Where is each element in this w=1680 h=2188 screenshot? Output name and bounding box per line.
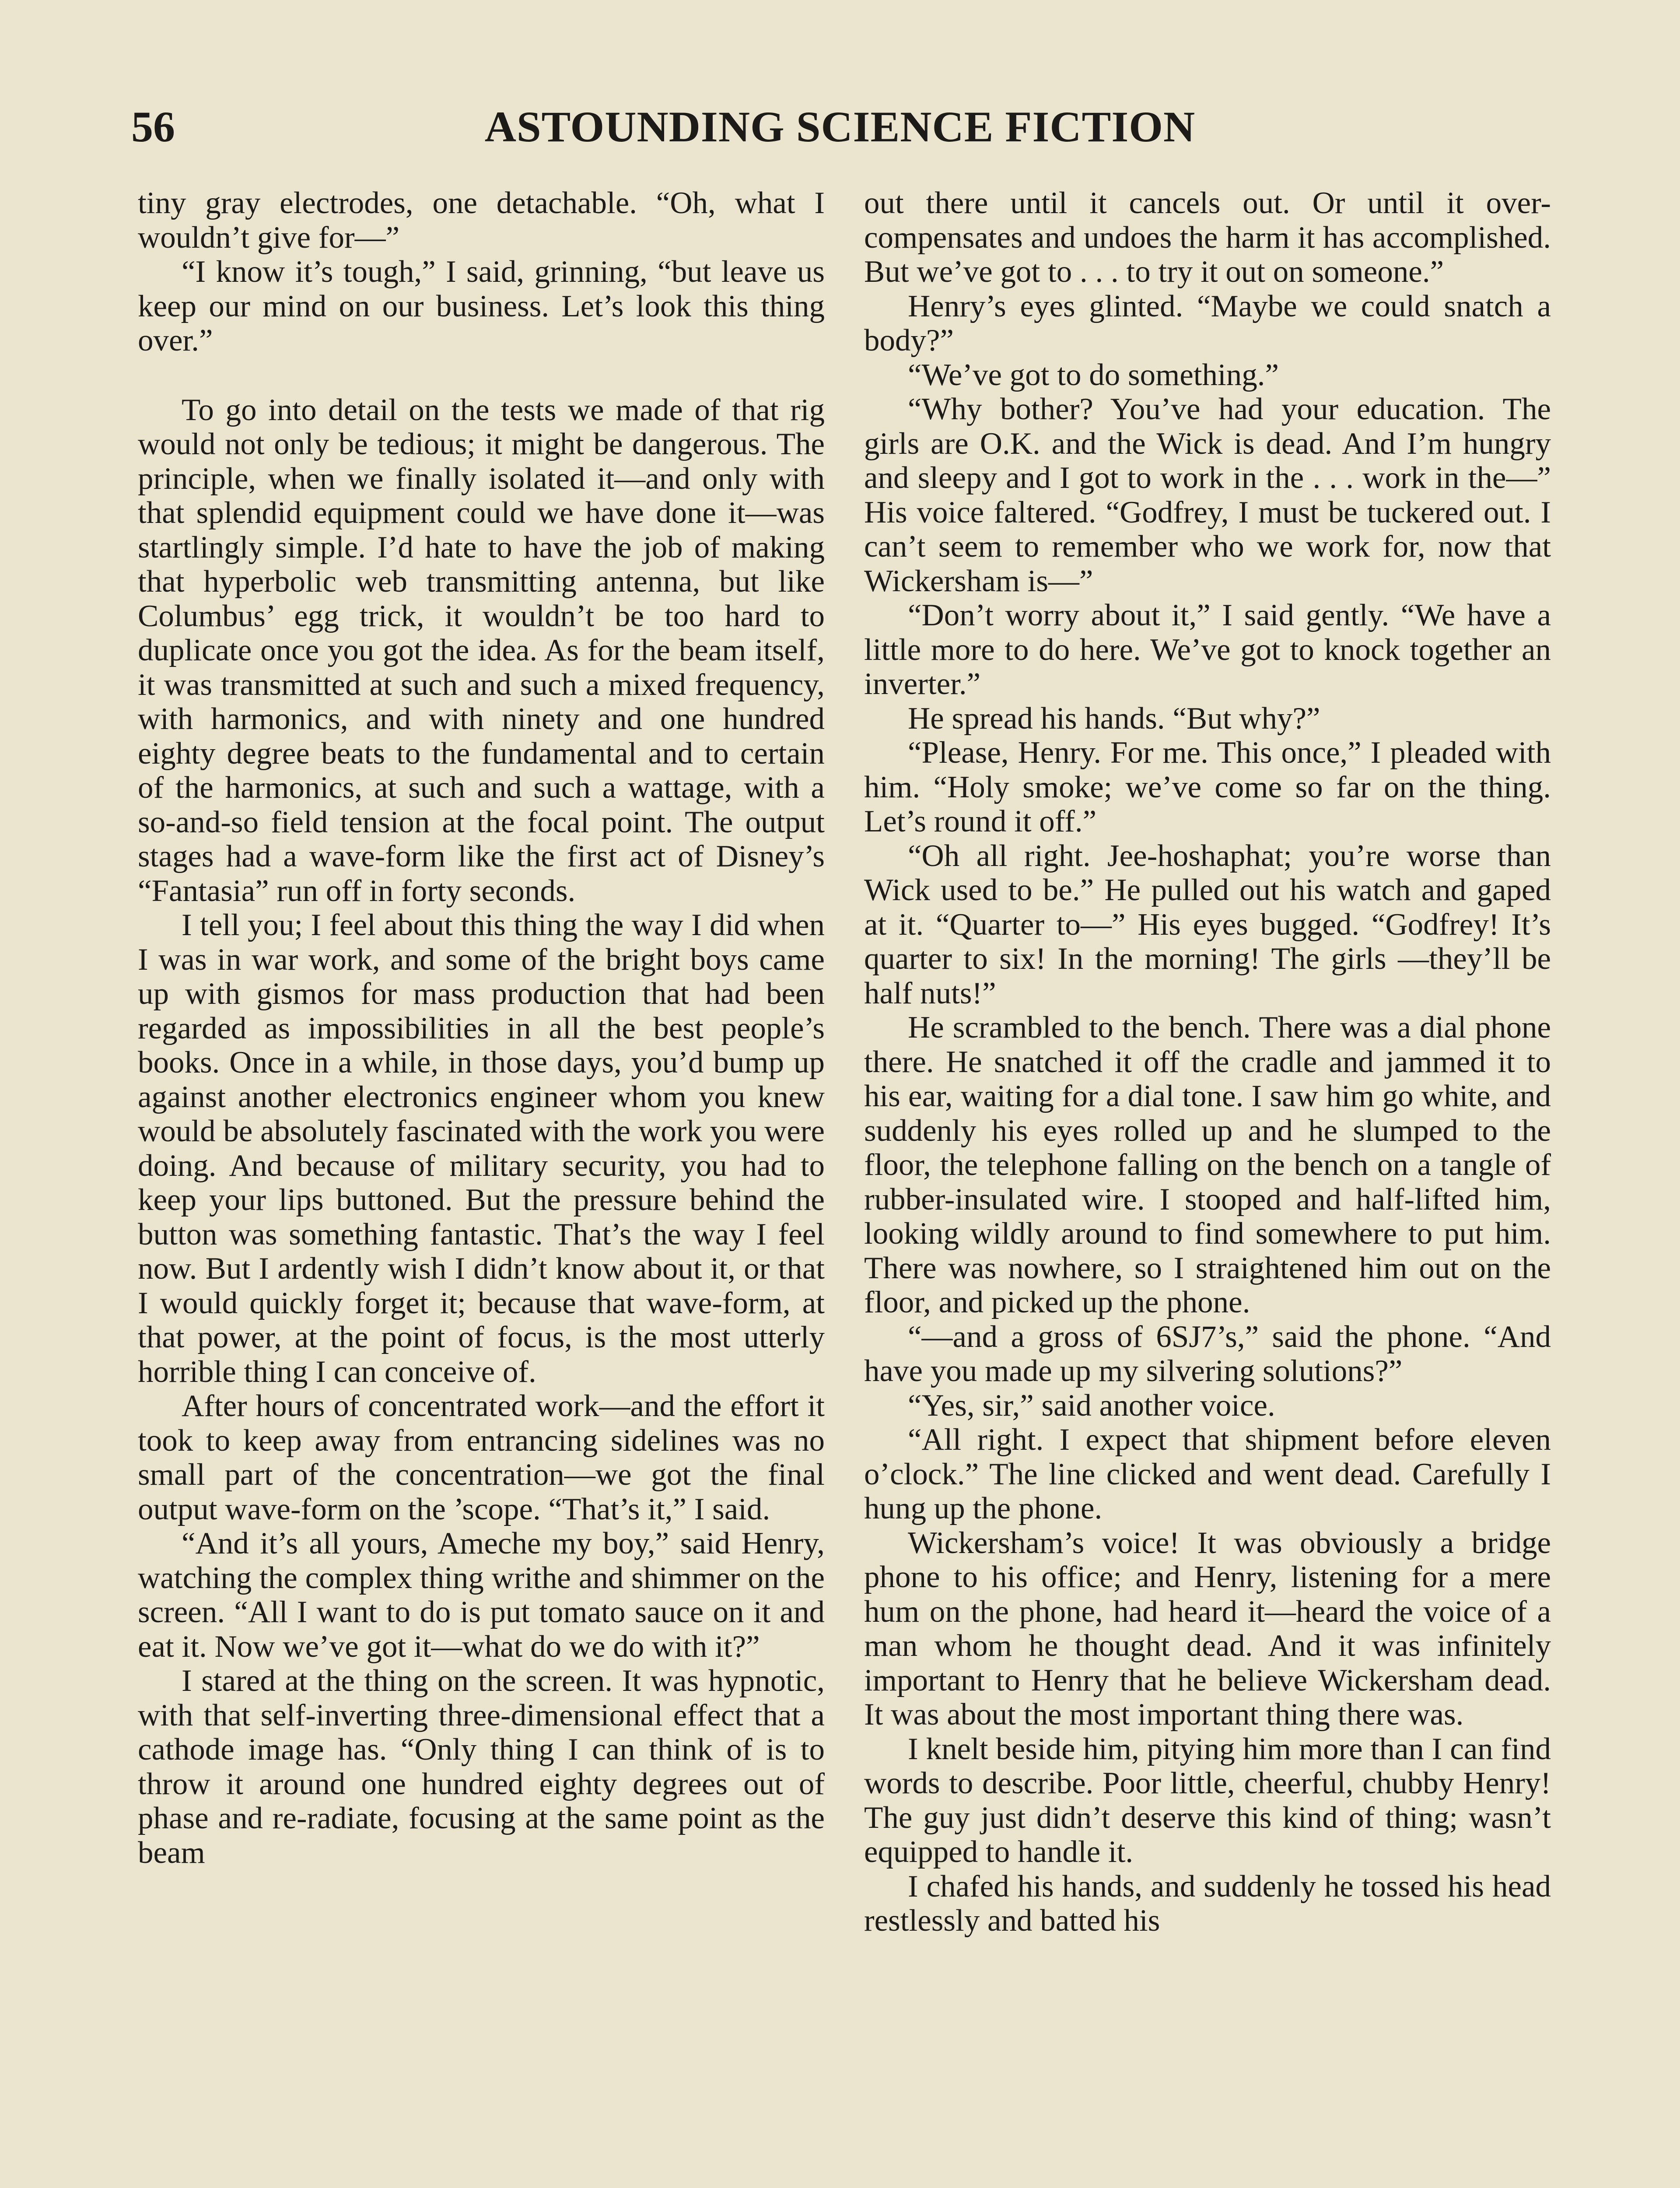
page-header bbox=[131, 96, 1549, 158]
paragraph: “And it’s all yours, Ameche my boy,” said Henry, watching the complex thing writhe and shimmer on the screen. “All I want to do is put tomato sauce on it and eat it. Now we’ve got it—what do we do with it?” bbox=[138, 1526, 825, 1664]
paragraph: He scrambled to the bench. There was a dial phone there. He snatched it off the cradle and jammed it to his ear, waiting for a dial tone. I saw him go white, and suddenly his eyes rolled up and he slumped to the floor, the telephone falling on the bench on a tangle of rubber-insulated wire. I stooped and half-lifted him, looking wildly around to find somewhere to put him. There was nowhere, so I straightened him out on the floor, and picked up the phone. bbox=[864, 1010, 1551, 1319]
paragraph: “Why bother? You’ve had your education. The girls are O.K. and the Wick is dead. And I’m hungry and sleepy and I got to work in the . . . work in the—” His voice faltered. “Godfrey, I must be tuckered out. I can’t seem to remember who we work for, now that Wickersham is—” bbox=[864, 392, 1551, 598]
paragraph: I stared at the thing on the screen. It was hypnotic, with that self-inverting three-dimensional effect that a cathode image has. “Only thing I can think of is to throw it around one hundred eighty degrees out of phase and re-radiate, focusing at the same point as the beam bbox=[138, 1664, 825, 1870]
running-title: ASTOUNDING SCIENCE FICTION bbox=[484, 102, 1196, 151]
left-column bbox=[138, 186, 825, 1870]
paragraph: I chafed his hands, and suddenly he tossed his head restlessly and batted his bbox=[864, 1869, 1551, 1938]
paragraph: Wickersham’s voice! It was obviously a bridge phone to his office; and Henry, listening for a mere hum on the phone, had heard it—heard the voice of a man whom he thought dead. And it was infinitely important to Henry that he believe Wickersham dead. It was about the most important thing there was. bbox=[864, 1525, 1551, 1732]
paragraph: “Yes, sir,” said another voice. bbox=[908, 1388, 1275, 1423]
right-column bbox=[864, 186, 1551, 1938]
paragraph: “All right. I expect that shipment before eleven o’clock.” The line clicked and went dead. Carefully I hung up the phone. bbox=[864, 1423, 1551, 1525]
paragraph: “Don’t worry about it,” I said gently. “We have a little more to do here. We’ve got to knock together an inverter.” bbox=[864, 598, 1551, 701]
paragraph: tiny gray electrodes, one detachable. “Oh, what I wouldn’t give for—” bbox=[138, 186, 825, 255]
paragraph: I knelt beside him, pitying him more than I can find words to describe. Poor little, cheerful, chubby Henry! The guy just didn’t deserve this kind of thing; wasn’t equipped to handle it. bbox=[864, 1732, 1551, 1869]
paragraph: “Oh all right. Jee-hoshaphat; you’re worse than Wick used to be.” He pulled out his watch and gaped at it. “Quarter to—” His eyes bugged. “Godfrey! It’s quarter to six! In the morning! The girls —they’ll be half nuts!” bbox=[864, 838, 1551, 1010]
paragraph: “Please, Henry. For me. This once,” I pleaded with him. “Holy smoke; we’ve come so far on the thing. Let’s round it off.” bbox=[864, 736, 1551, 838]
paragraph: “I know it’s tough,” I said, grinning, “but leave us keep our mind on our business. Let’s look this thing over.” bbox=[138, 255, 825, 358]
paragraph: He spread his hands. “But why?” bbox=[908, 701, 1320, 736]
paragraph: To go into detail on the tests we made of that rig would not only be tedious; it might be dangerous. The principle, when we finally isolated it—and only with that splendid equipment could we have done it—was startlingly simple. I’d hate to have the job of making that hyperbolic web transmitting antenna, but like Columbus’ egg trick, it wouldn’t be too hard to duplicate once you got the idea. As for the beam itself, it was transmitted at such and such a mixed frequency, with harmonics, and with ninety and one hundred eighty degree beats to the fundamental and to certain of the harmonics, at such and such a wattage, with a so-and-so field tension at the focal point. The output stages had a wave-form like the first act of Disney’s “Fantasia” run off in forty seconds. bbox=[138, 393, 825, 908]
paragraph: I tell you; I feel about this thing the way I did when I was in war work, and some of the bright boys came up with gismos for mass production that had been regarded as impossibilities in all the best people’s books. Once in a while, in those days, you’d bump up against another electronics engineer whom you knew would be absolutely fascinated with the work you were doing. And because of military security, you had to keep your lips buttoned. But the pressure behind the button was something fantastic. That’s the way I feel now. But I ardently wish I didn’t know about it, or that I would quickly forget it; because that wave-form, at that power, at the point of focus, is the most utterly horrible thing I can conceive of. bbox=[138, 908, 825, 1389]
paragraph: Henry’s eyes glinted. “Maybe we could snatch a body?” bbox=[864, 289, 1551, 358]
paragraph: After hours of concentrated work—and the effort it took to keep away from entrancing sidelines was no small part of the concentration—we got the final output wave-form on the ’scope. “That’s it,” I said. bbox=[138, 1389, 825, 1526]
paragraph: “We’ve got to do something.” bbox=[908, 358, 1279, 392]
paragraph: out there until it cancels out. Or until it over-compensates and undoes the harm it has accomplished. But we’ve got to . . . to try it out on someone.” bbox=[864, 186, 1551, 289]
page-number: 56 bbox=[131, 102, 175, 151]
section-break bbox=[138, 358, 825, 393]
paragraph: “—and a gross of 6SJ7’s,” said the phone. “And have you made up my silvering solutions?” bbox=[864, 1319, 1551, 1388]
